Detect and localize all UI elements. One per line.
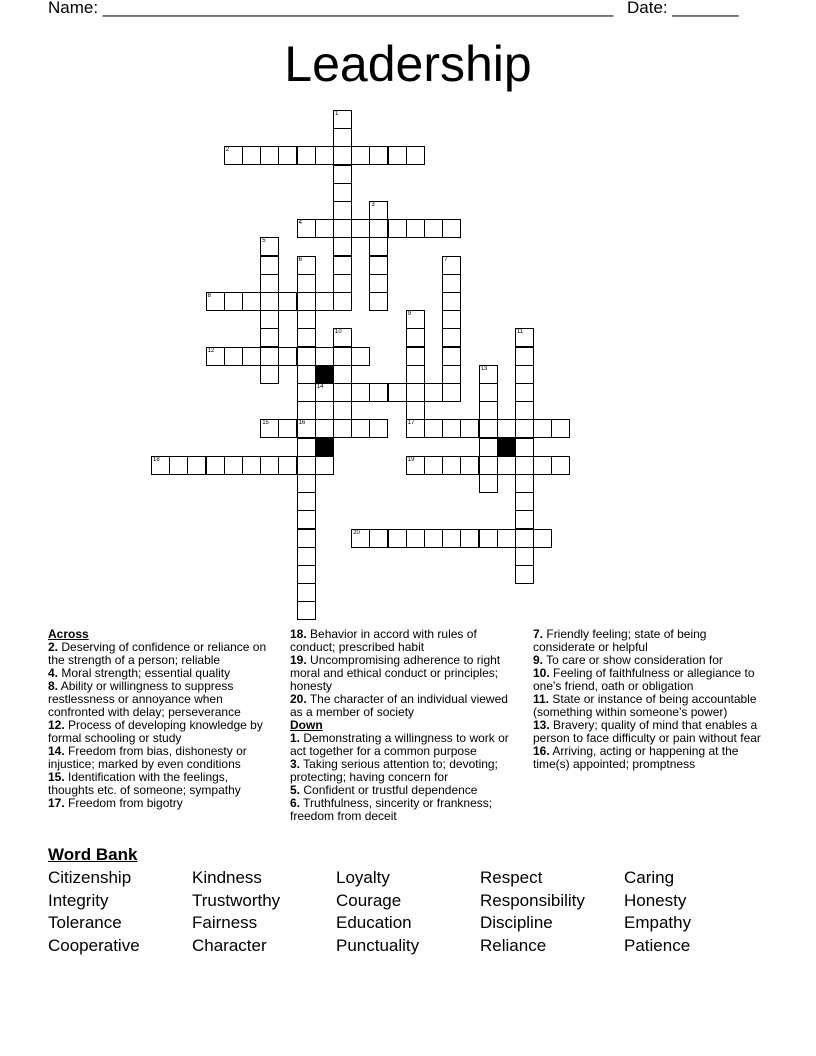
grid-cell[interactable]: [297, 510, 316, 529]
grid-cell[interactable]: [497, 456, 516, 475]
grid-cell[interactable]: [479, 529, 498, 548]
clue-across-18: 18. Behavior in accord with rules of conduct; prescribed habit: [290, 627, 477, 654]
word-bank-word: Empathy: [624, 913, 692, 932]
grid-cell[interactable]: [278, 419, 297, 438]
word-bank-title: Word Bank: [48, 845, 138, 864]
grid-cell[interactable]: [406, 383, 425, 402]
clue-across-17: 17. Freedom from bigotry: [48, 796, 183, 810]
cell-number: 11: [517, 329, 524, 336]
grid-cell[interactable]: [515, 474, 534, 493]
grid-cell[interactable]: [479, 438, 498, 457]
grid-cell[interactable]: [297, 146, 316, 165]
black-cell: [315, 365, 334, 384]
grid-cell[interactable]: [224, 347, 243, 366]
grid-cell[interactable]: [297, 438, 316, 457]
clue-across-8: 8. Ability or willingness to suppress restlessness or annoyance when confronted with delay; perseverance: [48, 679, 241, 719]
clue-across-15: 15. Identification with the feelings, thoughts etc. of someone; sympathy: [48, 770, 241, 797]
word-bank-word: Trustworthy: [192, 891, 281, 910]
clue-down-5: 5. Confident or trustful dependence: [290, 783, 478, 797]
cell-number: 10: [335, 329, 342, 336]
grid-cell[interactable]: [533, 419, 552, 438]
grid-cell[interactable]: [333, 292, 352, 311]
clue-down-7: 7. Friendly feeling; state of being considerate or helpful: [533, 627, 707, 654]
grid-cell[interactable]: [406, 328, 425, 347]
grid-cell[interactable]: [224, 146, 243, 165]
cell-number: 19: [407, 456, 415, 463]
grid-cell[interactable]: [551, 419, 570, 438]
grid-cell[interactable]: [297, 419, 316, 438]
grid-cell[interactable]: [369, 419, 388, 438]
grid-cell[interactable]: [388, 383, 407, 402]
word-bank-word: Discipline: [480, 913, 553, 932]
cell-number: 1: [335, 111, 339, 117]
grid-cell[interactable]: [515, 328, 534, 347]
grid-cell[interactable]: [297, 310, 316, 329]
clue-across-19: 19. Uncompromising adherence to right moral and ethical conduct or principles; honesty: [290, 653, 501, 693]
grid-cell[interactable]: [333, 110, 352, 129]
word-bank-word: Education: [336, 913, 412, 932]
grid-cell[interactable]: [242, 347, 261, 366]
grid-cell[interactable]: [515, 529, 534, 548]
clue-across-14: 14. Freedom from bias, dishonesty or injustice; marked by even conditions: [48, 744, 247, 771]
grid-cell[interactable]: [388, 146, 407, 165]
grid-cell[interactable]: [242, 146, 261, 165]
grid-cell[interactable]: [424, 383, 443, 402]
cell-number: 18: [153, 456, 160, 463]
clue-down-10: 10. Feeling of faithfulness or allegiance to one's friend, oath or obligation: [533, 666, 755, 693]
cell-number: 14: [316, 384, 324, 390]
grid-cell[interactable]: [442, 383, 461, 402]
grid-cell[interactable]: [333, 219, 352, 238]
grid-cell[interactable]: [297, 365, 316, 384]
word-bank-word: Fairness: [192, 913, 258, 932]
grid-cell[interactable]: [460, 456, 479, 475]
grid-cell[interactable]: [479, 383, 498, 402]
grid-cell[interactable]: [515, 401, 534, 420]
grid-cell[interactable]: [369, 146, 388, 165]
grid-cell[interactable]: [297, 292, 316, 311]
grid-cell[interactable]: [297, 547, 316, 566]
clues-column-1: [48, 628, 273, 810]
word-bank-word: Cooperative: [48, 936, 140, 955]
date-label: Date: _______: [627, 0, 739, 17]
grid-cell[interactable]: [297, 492, 316, 511]
grid-cell[interactable]: [369, 274, 388, 293]
grid-cell[interactable]: [369, 292, 388, 311]
clue-down-16: 16. Arriving, acting or happening at the time(s) appointed; promptness: [533, 744, 739, 771]
word-bank-word: Courage: [336, 891, 402, 910]
grid-cell[interactable]: [442, 292, 461, 311]
grid-cell[interactable]: [442, 347, 461, 366]
word-bank-word: Integrity: [48, 891, 109, 910]
cell-number: 7: [444, 256, 448, 263]
grid-cell[interactable]: [406, 456, 425, 475]
grid-cell[interactable]: [479, 474, 498, 493]
grid-cell[interactable]: [442, 419, 461, 438]
grid-cell[interactable]: [479, 401, 498, 420]
cell-number: 16: [298, 420, 306, 427]
grid-cell[interactable]: [351, 529, 370, 548]
grid-cell[interactable]: [515, 547, 534, 566]
grid-cell[interactable]: [315, 383, 334, 402]
clues-column-3: [533, 628, 768, 771]
black-cell: [315, 438, 334, 457]
grid-cell[interactable]: [533, 456, 552, 475]
grid-cell[interactable]: [369, 219, 388, 238]
word-bank-word: Kindness: [192, 868, 262, 887]
clue-down-3: 3. Taking serious attention to; devoting; protecting; having concern for: [290, 757, 498, 784]
grid-cell[interactable]: [297, 565, 316, 584]
grid-cell[interactable]: [297, 274, 316, 293]
word-bank-word: Patience: [624, 936, 691, 955]
cell-number: 20: [353, 529, 360, 536]
grid-cell[interactable]: [406, 310, 425, 329]
grid-cell[interactable]: [206, 292, 225, 311]
grid-cell[interactable]: [406, 419, 425, 438]
grid-cell[interactable]: [187, 456, 206, 475]
cell-number: 2: [225, 147, 230, 154]
black-cell: [497, 438, 516, 457]
grid-cell[interactable]: [333, 146, 352, 165]
cell-number: 3: [371, 202, 375, 208]
cell-number: 6: [298, 256, 302, 263]
grid-cell[interactable]: [442, 456, 461, 475]
grid-cell[interactable]: [315, 292, 334, 311]
word-bank-word: Reliance: [480, 936, 547, 955]
cell-number: 8: [207, 293, 211, 299]
word-bank-word: Honesty: [624, 891, 687, 910]
grid-cell[interactable]: [369, 529, 388, 548]
grid-cell[interactable]: [333, 165, 352, 184]
word-bank-word: Character: [192, 936, 267, 955]
clue-across-12: 12. Process of developing knowledge by formal schooling or study: [48, 718, 263, 745]
grid-cell[interactable]: [333, 383, 352, 402]
grid-cell[interactable]: [260, 365, 279, 384]
word-bank-word: Loyalty: [336, 868, 390, 887]
grid-cell[interactable]: [224, 292, 243, 311]
grid-cell[interactable]: [260, 292, 279, 311]
grid-cell[interactable]: [515, 456, 534, 475]
grid-cell[interactable]: [388, 529, 407, 548]
grid-cell[interactable]: [169, 456, 188, 475]
grid-cell[interactable]: [242, 456, 261, 475]
grid-cell[interactable]: [297, 328, 316, 347]
page-title: Leadership: [284, 36, 532, 92]
grid-cell[interactable]: [297, 347, 316, 366]
grid-cell[interactable]: [260, 146, 279, 165]
grid-cell[interactable]: [442, 365, 461, 384]
word-bank-word: Respect: [480, 868, 543, 887]
grid-cell[interactable]: [278, 146, 297, 165]
grid-cell[interactable]: [406, 529, 425, 548]
across-heading: Across: [48, 627, 89, 641]
cell-number: 5: [262, 238, 266, 245]
grid-cell[interactable]: [260, 347, 279, 366]
grid-cell[interactable]: [333, 401, 352, 420]
grid-cell[interactable]: [333, 183, 352, 202]
grid-cell[interactable]: [333, 237, 352, 256]
grid-cell[interactable]: [442, 256, 461, 275]
grid-cell[interactable]: [351, 146, 370, 165]
grid-cell[interactable]: [297, 529, 316, 548]
grid-cell[interactable]: [297, 583, 316, 602]
grid-cell[interactable]: [333, 128, 352, 147]
cell-number: 4: [298, 220, 302, 227]
grid-cell[interactable]: [515, 510, 534, 529]
word-bank-word: Caring: [624, 868, 675, 887]
grid-cell[interactable]: [515, 347, 534, 366]
grid-cell[interactable]: [442, 219, 461, 238]
grid-cell[interactable]: [515, 365, 534, 384]
grid-cell[interactable]: [424, 456, 443, 475]
down-heading: Down: [290, 718, 323, 732]
word-bank-word: Responsibility: [480, 891, 585, 910]
grid-cell[interactable]: [315, 347, 334, 366]
grid-cell[interactable]: [297, 456, 316, 475]
grid-cell[interactable]: [351, 383, 370, 402]
grid-cell[interactable]: [260, 328, 279, 347]
grid-cell[interactable]: [242, 292, 261, 311]
grid-cell[interactable]: [369, 383, 388, 402]
grid-cell[interactable]: [351, 219, 370, 238]
grid-cell[interactable]: [406, 146, 425, 165]
grid-cell[interactable]: [260, 256, 279, 275]
grid-cell[interactable]: [224, 456, 243, 475]
grid-cell[interactable]: [278, 292, 297, 311]
word-bank-word: Punctuality: [336, 936, 420, 955]
clue-down-9: 9. To care or show consideration for: [533, 653, 723, 667]
grid-cell[interactable]: [315, 219, 334, 238]
grid-cell[interactable]: [333, 328, 352, 347]
grid-cell[interactable]: [297, 383, 316, 402]
grid-cell[interactable]: [497, 529, 516, 548]
grid-cell[interactable]: [442, 310, 461, 329]
grid-cell[interactable]: [206, 347, 225, 366]
cell-number: 12: [207, 347, 215, 354]
grid-cell[interactable]: [297, 474, 316, 493]
grid-cell[interactable]: [278, 347, 297, 366]
grid-cell[interactable]: [260, 419, 279, 438]
grid-cell[interactable]: [315, 419, 334, 438]
grid-cell[interactable]: [479, 365, 498, 384]
clue-down-13: 13. Bravery; quality of mind that enables a person to face difficulty or pain without fear: [533, 718, 761, 745]
word-bank-word: Tolerance: [48, 913, 122, 932]
grid-cell[interactable]: [406, 219, 425, 238]
grid-cell[interactable]: [442, 274, 461, 293]
clue-across-20: 20. The character of an individual viewed as a member of society: [290, 692, 508, 719]
grid-cell[interactable]: [388, 219, 407, 238]
grid-cell[interactable]: [479, 419, 498, 438]
grid-cell[interactable]: [297, 219, 316, 238]
word-bank-word: Citizenship: [48, 868, 132, 887]
grid-cell[interactable]: [424, 419, 443, 438]
grid-cell[interactable]: [442, 328, 461, 347]
grid-cell[interactable]: [206, 456, 225, 475]
grid-cell[interactable]: [151, 456, 170, 475]
clue-across-4: 4. Moral strength; essential quality: [48, 666, 231, 680]
grid-cell[interactable]: [369, 256, 388, 275]
cell-number: 13: [480, 365, 488, 372]
grid-cell[interactable]: [442, 529, 461, 548]
grid-cell[interactable]: [551, 456, 570, 475]
grid-cell[interactable]: [460, 529, 479, 548]
grid-cell[interactable]: [515, 565, 534, 584]
grid-cell[interactable]: [424, 219, 443, 238]
grid-cell[interactable]: [515, 419, 534, 438]
grid-cell[interactable]: [315, 456, 334, 475]
clue-down-6: 6. Truthfulness, sincerity or frankness; freedom from deceit: [290, 796, 493, 823]
clue-down-1: 1. Demonstrating a willingness to work or act together for a common purpose: [290, 731, 509, 758]
grid-cell[interactable]: [315, 146, 334, 165]
grid-cell[interactable]: [406, 365, 425, 384]
grid-cell[interactable]: [333, 201, 352, 220]
grid-cell[interactable]: [260, 456, 279, 475]
grid-cell[interactable]: [297, 256, 316, 275]
grid-cell[interactable]: [479, 456, 498, 475]
grid-cell[interactable]: [297, 601, 316, 620]
grid-cell[interactable]: [278, 456, 297, 475]
grid-cell[interactable]: [533, 529, 552, 548]
grid-cell[interactable]: [260, 310, 279, 329]
grid-cell[interactable]: [515, 492, 534, 511]
grid-cell[interactable]: [406, 347, 425, 366]
grid-cell[interactable]: [260, 237, 279, 256]
grid-cell[interactable]: [424, 529, 443, 548]
grid-cell[interactable]: [333, 365, 352, 384]
cell-number: 17: [407, 420, 415, 427]
cell-number: 9: [407, 311, 412, 318]
clue-across-2: 2. Deserving of confidence or reliance on the strength of a person; reliable: [48, 640, 267, 667]
grid-cell[interactable]: [369, 201, 388, 220]
grid-cell[interactable]: [351, 347, 370, 366]
grid-cell[interactable]: [333, 256, 352, 275]
name-label: Name: ______________________________________________________: [48, 0, 614, 17]
grid-cell[interactable]: [515, 438, 534, 457]
grid-cell[interactable]: [460, 419, 479, 438]
grid-cell[interactable]: [497, 419, 516, 438]
grid-cell[interactable]: [297, 401, 316, 420]
cell-number: 15: [262, 420, 269, 427]
grid-cell[interactable]: [406, 401, 425, 420]
clues-column-2: [290, 628, 522, 823]
grid-cell[interactable]: [333, 347, 352, 366]
grid-cell[interactable]: [260, 274, 279, 293]
grid-cell[interactable]: [515, 383, 534, 402]
grid-cell[interactable]: [333, 274, 352, 293]
grid-cell[interactable]: [351, 419, 370, 438]
grid-cell[interactable]: [369, 237, 388, 256]
clue-down-11: 11. State or instance of being accountable (something within someone's power): [533, 692, 757, 719]
grid-cell[interactable]: [333, 419, 352, 438]
